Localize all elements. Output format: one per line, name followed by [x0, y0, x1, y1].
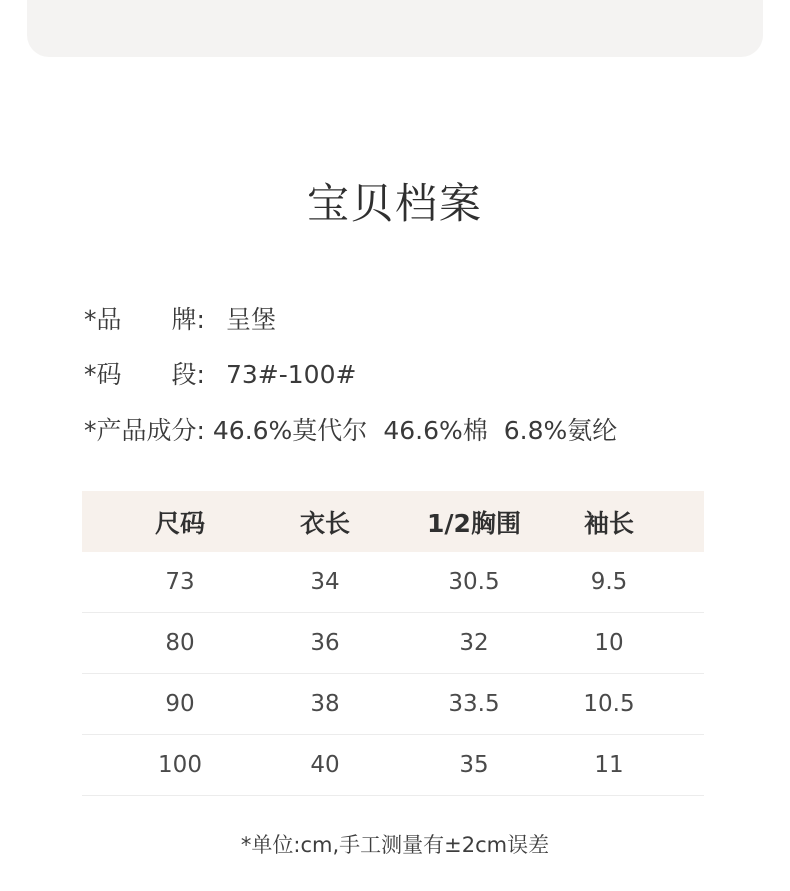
- header-size: 尺码: [154, 508, 205, 538]
- cell-sleeve: 10.5: [583, 691, 635, 717]
- cell-half-chest: 33.5: [448, 691, 500, 717]
- cell-half-chest: 30.5: [448, 569, 500, 595]
- material-value-modal: 46.6%莫代尔: [212, 416, 368, 445]
- header-half-chest: 1/2胸围: [427, 508, 521, 538]
- cell-half-chest: 32: [459, 630, 489, 656]
- size-range-value: 73#-100#: [226, 360, 357, 389]
- cell-half-chest: 35: [459, 752, 489, 778]
- material-value-cotton: 46.6%棉: [383, 416, 488, 445]
- brand-label: *品 牌:: [84, 305, 205, 334]
- table-row: [82, 613, 704, 674]
- material-row: [84, 414, 633, 448]
- header-length: 衣长: [299, 508, 350, 538]
- cell-length: 36: [310, 630, 340, 656]
- cell-size: 90: [165, 691, 195, 717]
- cell-sleeve: 9.5: [590, 569, 628, 595]
- cell-size: 80: [165, 630, 195, 656]
- table-row: [82, 674, 704, 735]
- table-header: [82, 491, 704, 552]
- brand-row: [84, 303, 276, 337]
- size-table: [82, 491, 704, 796]
- size-range-row: [84, 358, 356, 392]
- material-label: *产品成分:: [84, 416, 205, 445]
- cell-sleeve: 11: [594, 752, 624, 778]
- table-row: [82, 552, 704, 613]
- top-card: [27, 0, 763, 57]
- cell-sleeve: 10: [594, 630, 624, 656]
- cell-size: 100: [158, 752, 202, 778]
- measurement-note: *单位:cm,手工测量有±2cm误差: [240, 833, 550, 857]
- brand-value: 呈堡: [226, 305, 277, 334]
- size-range-label: *码 段:: [84, 360, 205, 389]
- material-value-spandex: 6.8%氨纶: [503, 416, 618, 445]
- page-title: 宝贝档案: [306, 179, 483, 228]
- header-sleeve: 袖长: [583, 508, 634, 538]
- cell-length: 34: [310, 569, 340, 595]
- cell-size: 73: [165, 569, 195, 595]
- cell-length: 40: [310, 752, 340, 778]
- table-row: [82, 735, 704, 796]
- cell-length: 38: [310, 691, 340, 717]
